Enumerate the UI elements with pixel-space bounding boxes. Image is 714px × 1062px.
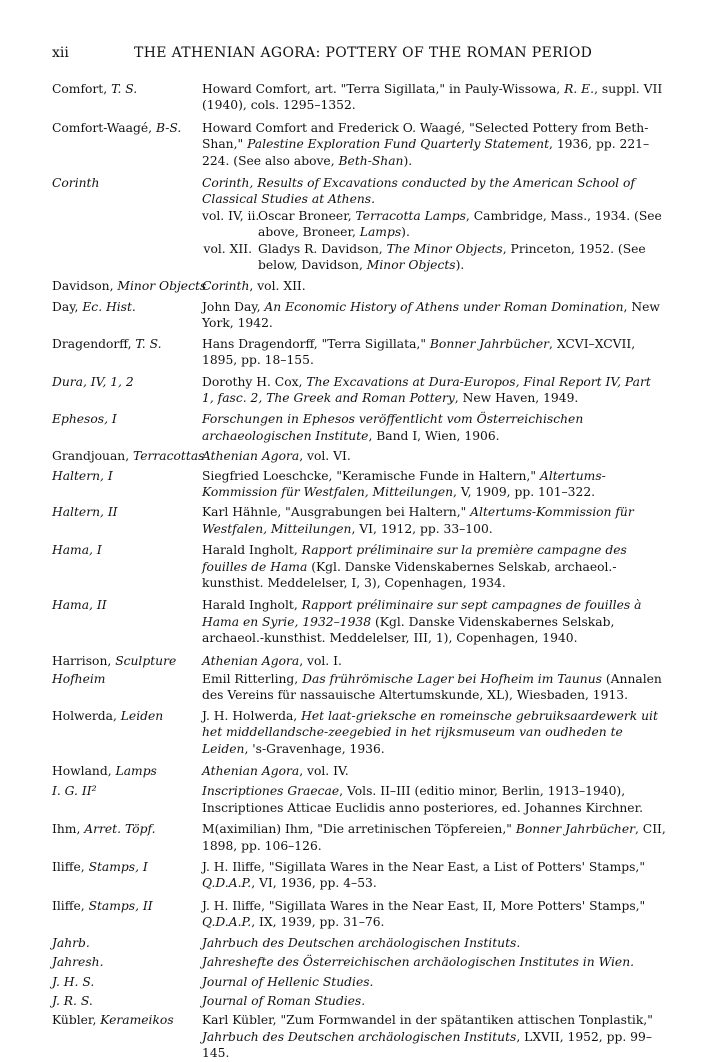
volume-subentry (202, 241, 666, 274)
italic-text: Q.D.A.P. (202, 915, 252, 930)
entry-abbreviation (52, 783, 202, 816)
citation-text (202, 411, 666, 444)
text-run: , vol. VI. (299, 449, 351, 464)
italic-text: T. S. (135, 336, 162, 351)
entry-citation (202, 299, 666, 332)
entry-citation (202, 859, 666, 892)
italic-text: Altertums-Kommission für Westfalen, Mitteilungen (202, 505, 634, 536)
bibliography-entry (52, 821, 666, 854)
italic-text: An Economic History of Athens under Roman Domination (264, 299, 624, 314)
entry-citation (202, 120, 666, 169)
italic-text: Leiden (120, 708, 164, 723)
italic-text: Das frührömische Lager bei Hofheim im Taunus (302, 672, 602, 686)
text-run: Iliffe, (52, 898, 89, 913)
bibliography-entry (52, 374, 666, 407)
text-run: , Band I, Wien, 1906. (368, 428, 500, 443)
text-run: Comfort-Waagé, (52, 120, 156, 135)
citation-text (202, 783, 666, 816)
volume-label: vol. XII. (203, 241, 252, 256)
italic-text: Q.D.A.P. (202, 876, 252, 891)
text-run: Dorothy H. Cox, (202, 374, 307, 389)
entry-abbreviation (52, 468, 202, 501)
entry-citation (202, 175, 666, 273)
italic-text: Stamps, I (88, 860, 148, 875)
entry-abbreviation (52, 336, 202, 369)
entry-citation (202, 898, 666, 931)
text-run: Grandjouan, (52, 449, 134, 464)
italic-text: Corinth, Results of Excavations conducted by the American School of Classical Studies at Athens. (202, 176, 635, 207)
text-run: J. H. Iliffe, "Sigillata Wares in the Near East, a List of Potters' Stamps," (202, 860, 645, 875)
italic-text: Jahreshefte des Österreichischen archäologischen Institutes in Wien. (202, 955, 635, 970)
italic-text: R. E. (564, 82, 595, 96)
entry-abbreviation (52, 1012, 202, 1061)
text-run: , vol. I. (299, 653, 342, 668)
text-run: , vol. IV. (299, 764, 349, 779)
citation-text (202, 542, 666, 591)
italic-text: Dura, IV, 1, 2 (52, 374, 134, 389)
text-run: M(aximilian) Ihm, "Die arretinischen Töpfereien," (202, 822, 516, 837)
entry-abbreviation (52, 81, 202, 114)
italic-text: Inscriptiones Graecae (202, 784, 340, 799)
text-run: , 1936, pp. 221–224. (See also above, (202, 137, 650, 168)
bibliography-entry (52, 935, 666, 951)
entry-abbreviation (52, 708, 202, 757)
text-run: Emil Ritterling, (202, 672, 303, 686)
bibliography-entry (52, 993, 666, 1009)
text-run: , Cambridge, Mass., 1934. (See above, Broneer, (258, 208, 662, 240)
page-number: xii (52, 45, 69, 61)
citation-text (202, 898, 666, 931)
entry-abbreviation (52, 898, 202, 931)
bibliography-entry (52, 504, 666, 537)
text-run: Comfort, (52, 82, 112, 96)
text-run: Iliffe, (52, 860, 89, 875)
citation-text (202, 81, 666, 114)
text-run: , suppl. VII (1940), cols. 1295–1352. (202, 82, 663, 113)
text-run: Howard Comfort, art. "Terra Sigillata," in Pauly-Wissowa, (202, 82, 565, 96)
entry-abbreviation (52, 411, 202, 444)
italic-text: Kerameikos (100, 1013, 174, 1028)
text-run: , New Haven, 1949. (454, 390, 579, 405)
entry-abbreviation (52, 974, 202, 990)
italic-text: Bonner Jahrbücher (515, 822, 635, 837)
text-run: Harald Ingholt, (202, 598, 302, 613)
text-run: , LXVII, 1952, pp. 99–145. (202, 1029, 652, 1061)
citation-text (202, 1012, 666, 1061)
italic-text: Journal of Roman Studies. (202, 993, 366, 1008)
entry-citation (202, 1012, 666, 1061)
bibliography-entry (52, 859, 666, 892)
citation-text (202, 954, 666, 970)
text-run: ). (403, 153, 413, 168)
bibliography-entry (52, 1012, 666, 1061)
text-run: Siegfried Loeschcke, "Keramische Funde in Haltern," (202, 468, 540, 483)
italic-text: Terracotta Lamps (355, 208, 466, 223)
citation-text (202, 448, 666, 464)
entry-abbreviation (52, 671, 202, 704)
text-run: Karl Hähnle, "Ausgrabungen bei Haltern," (202, 505, 471, 520)
text-run: , XCVI–XCVII, 1895, pp. 18–155. (202, 336, 636, 368)
citation-text (202, 859, 666, 892)
entry-citation (202, 468, 666, 501)
entry-abbreviation (52, 993, 202, 1009)
entry-abbreviation (52, 504, 202, 537)
entry-citation (202, 993, 666, 1009)
text-run: Oscar Broneer, (258, 208, 356, 223)
entry-abbreviation (52, 542, 202, 591)
italic-text: Jahrbuch des Deutschen archäologischen Instituts (202, 1029, 517, 1044)
entry-abbreviation (52, 448, 205, 464)
italic-text: The Excavations at Dura-Europos, Final Report IV, Part 1, fasc. 2, The Greek and Roman Pottery (202, 374, 651, 405)
entry-citation (202, 336, 666, 369)
text-run: Gladys R. Davidson, (258, 241, 387, 256)
bibliography-entry (52, 468, 666, 501)
volume-label: vol. IV, ii. (202, 208, 260, 223)
italic-text: J. H. S. (52, 974, 95, 989)
text-run: Ihm, (52, 822, 85, 837)
italic-text: Minor Objects (117, 279, 207, 294)
bibliography-entry (52, 597, 666, 646)
italic-text: Forschungen in Ephesos veröffentlicht vom Österreichischen archaeologischen Institute (202, 412, 584, 443)
citation-text (202, 935, 666, 951)
text-run: , V, 1909, pp. 101–322. (453, 484, 596, 499)
entry-citation (202, 935, 666, 951)
entry-abbreviation (52, 120, 202, 169)
italic-text: Lamps (115, 764, 157, 779)
entry-citation (202, 278, 666, 294)
citation-text (202, 671, 666, 704)
italic-text: Palestine Exploration Fund Quarterly Statement (247, 137, 550, 152)
citation-text (202, 993, 666, 1009)
bibliography-entry (52, 278, 666, 294)
text-run: Howard Comfort and Frederick O. Waagé, "Selected Pottery from Beth-Shan," (202, 120, 649, 152)
text-run: Davidson, (52, 279, 118, 294)
italic-text: Jahresh. (52, 955, 104, 970)
text-run: John Day, (202, 299, 265, 314)
text-run: ). (401, 225, 410, 240)
italic-text: Jahrb. (52, 935, 90, 950)
volume-citation (258, 241, 666, 274)
entry-citation (202, 671, 666, 704)
text-run: Day, (52, 299, 83, 314)
entry-citation (202, 597, 666, 646)
entry-citation (202, 374, 666, 407)
citation-text (202, 336, 666, 369)
entry-citation (202, 974, 666, 990)
italic-text: Hofheim (52, 672, 106, 686)
bibliography-entry (52, 120, 666, 169)
volume-citation (258, 208, 666, 241)
text-run: Hans Dragendorff, "Terra Sigillata," (202, 336, 430, 351)
entry-abbreviation (52, 597, 202, 646)
text-run: Holwerda, (52, 708, 121, 723)
italic-text: Jahrbuch des Deutschen archäologischen Instituts. (202, 935, 521, 950)
text-run: , VI, 1936, pp. 4–53. (251, 876, 377, 891)
bibliography-entry (52, 81, 666, 114)
citation-text (202, 374, 666, 407)
italic-text: Terracottas (133, 449, 205, 464)
text-run: Kübler, (52, 1013, 101, 1028)
italic-text: B-S. (155, 120, 182, 135)
entry-citation (202, 708, 666, 757)
bibliography-entry (52, 448, 666, 464)
italic-text: T. S. (111, 82, 138, 96)
citation-text (202, 504, 666, 537)
volume-subentry (202, 208, 666, 241)
text-run: Dragendorff, (52, 336, 136, 351)
italic-text: Haltern, II (52, 505, 118, 520)
citation-text (202, 653, 666, 669)
italic-text: Athenian Agora (202, 764, 300, 779)
text-run: , New York, 1942. (202, 299, 660, 331)
italic-text: Stamps, II (88, 898, 153, 913)
italic-text: J. R. S. (52, 993, 93, 1008)
italic-text: Athenian Agora (202, 449, 300, 464)
italic-text: Corinth (52, 176, 100, 191)
bibliography-entry (52, 671, 666, 704)
text-run: Karl Kübler, "Zum Formwandel in der spätantiken attischen Tonplastik," (202, 1013, 653, 1028)
citation-text (202, 974, 666, 990)
citation-text (202, 175, 666, 208)
text-run: J. H. Iliffe, "Sigillata Wares in the Near East, II, More Potters' Stamps," (202, 898, 646, 913)
entry-citation (202, 542, 666, 591)
bibliography-entry (52, 336, 666, 369)
italic-text: Corinth (202, 279, 250, 294)
entry-citation (202, 504, 666, 537)
bibliography-entry (52, 653, 666, 669)
italic-text: Beth-Shan (338, 153, 404, 168)
italic-text: Minor Objects (366, 258, 456, 273)
italic-text: Rapport préliminaire sur la première campagne des fouilles de Hama (202, 543, 627, 574)
text-run: , 's-Gravenhage, 1936. (244, 741, 385, 756)
italic-text: Hama, I (52, 543, 102, 558)
italic-text: Rapport préliminaire sur sept campagnes de fouilles à Hama en Syrie, 1932–1938 (202, 598, 642, 629)
entry-citation (202, 81, 666, 114)
text-run: (Kgl. Danske Videnskabernes Selskab, archaeol.-kunsthist. Meddelelser, III, 1), Copenhagen, 1940. (202, 614, 615, 646)
citation-text (202, 299, 666, 332)
text-run: , CII, 1898, pp. 106–126. (202, 822, 666, 853)
running-header (52, 45, 664, 65)
italic-text: The Minor Objects (386, 241, 503, 256)
citation-text (202, 708, 666, 757)
bibliography-list (52, 81, 666, 1062)
italic-text: Bonner Jahrbücher (429, 336, 550, 351)
citation-text (202, 278, 666, 294)
entry-citation (202, 954, 666, 970)
italic-text: Ec. Hist. (82, 299, 136, 314)
bibliography-entry (52, 763, 666, 779)
bibliography-entry (52, 898, 666, 931)
bibliography-entry (52, 783, 666, 816)
italic-text: Journal of Hellenic Studies. (202, 974, 374, 989)
text-run: , Vols. II–III (editio minor, Berlin, 1913–1940), Inscriptiones Atticae Euclidis anno posteriores, ed. Johannes Kirchner. (202, 784, 644, 815)
entry-citation (202, 821, 666, 854)
entry-abbreviation (52, 299, 202, 332)
entry-abbreviation (52, 859, 202, 892)
citation-text (202, 763, 666, 779)
entry-citation (202, 783, 666, 816)
text-run: , vol. XII. (249, 279, 306, 294)
entry-abbreviation (52, 278, 207, 294)
bibliography-entry (52, 299, 666, 332)
text-run: ). (455, 258, 465, 273)
running-title: THE ATHENIAN AGORA: POTTERY OF THE ROMAN PERIOD (134, 45, 593, 61)
italic-text: Arret. Töpf. (84, 822, 156, 837)
text-run: , Princeton, 1952. (See below, Davidson, (258, 241, 646, 273)
text-run: , VI, 1912, pp. 33–100. (351, 521, 493, 536)
italic-text: Haltern, I (52, 468, 113, 483)
entry-citation (202, 411, 666, 444)
italic-text: Het laat-grieksche en romeinsche gebruiksaardewerk uit het middellandsche-zeegebied in het rijksmuseum van oudheden te Leiden (202, 708, 658, 756)
bibliography-entry (52, 954, 666, 970)
entry-citation (202, 763, 666, 779)
italic-text: Altertums-Kommission für Westfalen, Mitteilungen (202, 468, 606, 499)
italic-text: Athenian Agora (202, 653, 300, 668)
text-run: J. H. Holwerda, (202, 708, 302, 723)
italic-text: Lamps (359, 225, 402, 240)
citation-text (202, 597, 666, 646)
entry-abbreviation (52, 175, 202, 273)
bibliography-entry (52, 411, 666, 444)
bibliography-entry (52, 175, 666, 273)
text-run: Harald Ingholt, (202, 543, 302, 558)
entry-abbreviation (52, 763, 202, 779)
text-run: , IX, 1939, pp. 31–76. (251, 915, 385, 930)
entry-citation (202, 653, 666, 669)
entry-citation (202, 448, 666, 464)
entry-abbreviation (52, 821, 202, 854)
bibliography-entry (52, 542, 666, 591)
text-run: Harrison, (52, 653, 116, 668)
bibliography-entry (52, 708, 666, 757)
entry-abbreviation (52, 653, 202, 669)
entry-abbreviation (52, 954, 202, 970)
text-run: (Kgl. Danske Videnskabernes Selskab, archaeol.-kunsthist. Meddelelser, I, 3), Copenhagen, 1934. (202, 559, 617, 590)
italic-text: I. G. II² (52, 784, 97, 799)
italic-text: Sculpture (115, 653, 177, 668)
text-run: Howland, (52, 764, 116, 779)
entry-abbreviation (52, 374, 202, 407)
bibliography-entry (52, 974, 666, 990)
italic-text: Ephesos, I (52, 412, 117, 427)
text-run: (Annalen des Vereins für nassauische Altertumskunde, XL), Wiesbaden, 1913. (202, 672, 662, 703)
entry-abbreviation (52, 935, 202, 951)
citation-text (202, 821, 666, 854)
citation-text (202, 468, 666, 501)
italic-text: Hama, II (52, 598, 107, 613)
citation-text (202, 120, 666, 169)
